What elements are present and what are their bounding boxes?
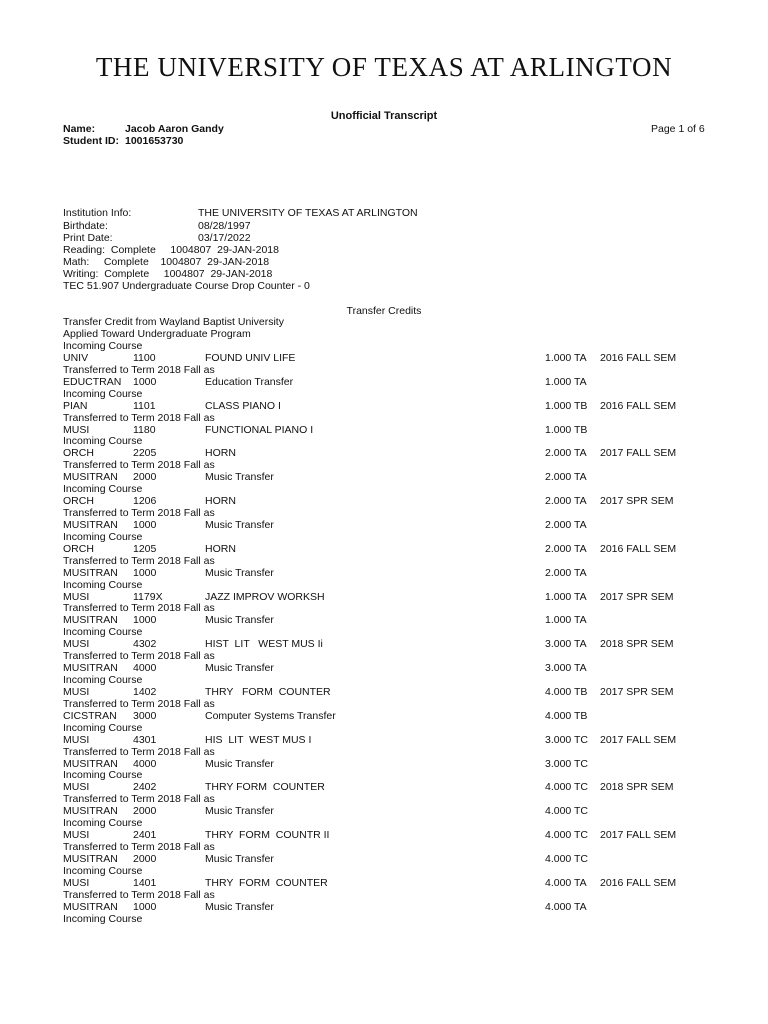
course-credit: 3.000 TC	[545, 733, 588, 746]
course-credit: 2.000 TA	[545, 542, 587, 555]
transfer-note-text: Transferred to Term 2018 Fall as	[63, 888, 215, 901]
course-credit: 4.000 TC	[545, 829, 588, 842]
course-credit: 4.000 TB	[545, 685, 588, 698]
course-number: 1180	[133, 423, 156, 436]
course-number: 2000	[133, 852, 157, 865]
course-row	[63, 805, 723, 817]
transfer-note-text: Incoming Course	[63, 340, 143, 352]
course-title: Music Transfer	[205, 471, 274, 484]
course-subject: MUSITRAN	[63, 805, 118, 818]
course-subject: MUSI	[63, 781, 90, 794]
course-subject: MUSI	[63, 590, 90, 603]
transfer-note-row	[63, 483, 723, 495]
birthdate-label: Birthdate:	[63, 220, 108, 232]
transfer-note-text: Transferred to Term 2018 Fall as	[63, 411, 215, 424]
course-row	[63, 662, 723, 674]
course-title: Computer Systems Transfer	[205, 709, 336, 722]
course-credit: 2.000 TA	[545, 566, 587, 579]
name-label: Name:	[63, 123, 96, 135]
course-row	[63, 614, 723, 626]
course-credit: 3.000 TA	[545, 638, 587, 651]
transfer-note-text: Incoming Course	[63, 435, 143, 448]
course-term: 2017 SPR SEM	[600, 685, 674, 698]
course-subject: ORCH	[63, 495, 94, 508]
course-credit: 1.000 TA	[545, 375, 587, 388]
transfer-note-row	[63, 674, 723, 686]
course-title: HORN	[205, 542, 236, 555]
course-number: 2205	[133, 447, 157, 460]
course-number: 2000	[133, 471, 157, 484]
course-subject: ORCH	[63, 542, 94, 555]
course-number: 1000	[133, 900, 157, 913]
student-id: 1001653730	[125, 135, 184, 147]
course-subject: CICSTRAN	[63, 709, 117, 722]
course-number: 1000	[133, 518, 157, 531]
course-title: HORN	[205, 495, 236, 508]
course-number: 1101	[133, 399, 156, 412]
print-date-value: 03/17/2022	[198, 232, 251, 244]
course-subject: MUSITRAN	[63, 852, 118, 865]
course-row	[63, 376, 723, 388]
course-row	[63, 424, 723, 436]
course-term: 2016 FALL SEM	[600, 399, 677, 412]
course-number: 2402	[133, 781, 157, 794]
course-term: 2018 SPR SEM	[600, 638, 674, 651]
course-row	[63, 710, 723, 722]
document-title: Unofficial Transcript	[330, 110, 438, 122]
course-title: Music Transfer	[205, 566, 274, 579]
transfer-note-row	[63, 435, 723, 447]
course-number: 4301	[133, 733, 157, 746]
course-number: 1000	[133, 566, 157, 579]
course-subject: MUSI	[63, 638, 90, 651]
course-subject: MUSI	[63, 685, 90, 698]
course-row	[63, 447, 723, 459]
course-title: THRY FORM COUNTR II	[205, 829, 330, 842]
transfer-note-text: Transferred to Term 2018 Fall as	[63, 507, 215, 520]
transfer-note-row	[63, 889, 723, 901]
transfer-note-row	[63, 698, 723, 710]
course-row	[63, 352, 723, 364]
course-row	[63, 591, 723, 603]
transfer-note-row	[63, 364, 723, 376]
course-title: Music Transfer	[205, 852, 274, 865]
course-title: THRY FORM COUNTER	[205, 685, 331, 698]
transfer-note-text: Transferred to Term 2018 Fall as	[63, 697, 215, 710]
course-row	[63, 686, 723, 698]
course-row	[63, 471, 723, 483]
course-credit: 2.000 TA	[545, 471, 587, 484]
transfer-note-row	[63, 602, 723, 614]
course-row	[63, 400, 723, 412]
course-credit: 1.000 TB	[545, 399, 588, 412]
transfer-note-text: Incoming Course	[63, 626, 143, 639]
course-subject: MUSITRAN	[63, 614, 118, 627]
university-title: THE UNIVERSITY OF TEXAS AT ARLINGTON	[95, 52, 673, 82]
transfer-note-row	[63, 340, 723, 352]
course-row	[63, 781, 723, 793]
course-row	[63, 853, 723, 865]
course-number: 1205	[133, 542, 157, 555]
course-subject: PIAN	[63, 399, 88, 412]
course-number: 4302	[133, 638, 157, 651]
course-title: THRY FORM COUNTER	[205, 876, 328, 889]
course-number: 4000	[133, 757, 157, 770]
course-row	[63, 829, 723, 841]
course-title: HIS LIT WEST MUS I	[205, 733, 312, 746]
course-row	[63, 901, 723, 913]
course-number: 1100	[133, 351, 156, 364]
course-credit: 3.000 TA	[545, 662, 587, 675]
student-name: Jacob Aaron Gandy	[125, 123, 224, 135]
transfer-note-row	[63, 555, 723, 567]
course-row	[63, 543, 723, 555]
transfer-note-text: Incoming Course	[63, 578, 143, 591]
course-number: 1000	[133, 614, 157, 627]
course-credit: 4.000 TA	[545, 900, 587, 913]
course-credit: 4.000 TC	[545, 781, 588, 794]
course-credit: 4.000 TA	[545, 876, 587, 889]
transfer-note-row	[63, 626, 723, 638]
course-subject: MUSI	[63, 876, 90, 889]
transfer-note-text: Incoming Course	[63, 483, 143, 496]
course-term: 2018 SPR SEM	[600, 781, 674, 794]
course-credit: 1.000 TA	[545, 351, 587, 364]
course-number: 1401	[133, 876, 157, 889]
course-credit: 1.000 TA	[545, 614, 587, 627]
course-number: 1402	[133, 685, 157, 698]
course-title: Music Transfer	[205, 900, 274, 913]
math-status: Math: Complete 1004807 29-JAN-2018	[63, 256, 270, 268]
transfer-note-row	[63, 531, 723, 543]
course-subject: MUSITRAN	[63, 662, 118, 675]
transfer-note-text: Incoming Course	[63, 387, 143, 400]
transfer-note-row	[63, 722, 723, 734]
course-number: 4000	[133, 662, 157, 675]
course-subject: MUSI	[63, 733, 90, 746]
course-title: FOUND UNIV LIFE	[205, 351, 296, 364]
course-subject: MUSITRAN	[63, 471, 118, 484]
course-credit: 4.000 TB	[545, 709, 588, 722]
course-title: Education Transfer	[205, 375, 294, 388]
course-number: 2000	[133, 805, 157, 818]
course-title: THRY FORM COUNTER	[205, 781, 325, 794]
transfer-note-row	[63, 793, 723, 805]
course-subject: MUSI	[63, 829, 90, 842]
transfer-applied: Applied Toward Undergraduate Program	[63, 328, 251, 340]
course-term: 2017 FALL SEM	[600, 829, 677, 842]
course-credit: 1.000 TB	[545, 423, 588, 436]
transfer-note-row	[63, 650, 723, 662]
transfer-note-row	[63, 388, 723, 400]
transfer-note-row	[63, 579, 723, 591]
course-title: HIST LIT WEST MUS Ii	[205, 638, 323, 651]
transfer-source: Transfer Credit from Wayland Baptist University	[63, 316, 284, 328]
institution-label: Institution Info:	[63, 207, 132, 219]
course-credit: 4.000 TC	[545, 852, 588, 865]
course-title: Music Transfer	[205, 518, 274, 531]
transfer-note-row	[63, 817, 723, 829]
course-term: 2016 FALL SEM	[600, 876, 677, 889]
course-term: 2017 FALL SEM	[600, 447, 677, 460]
transfer-note-text: Transferred to Term 2018 Fall as	[63, 602, 215, 615]
course-title: JAZZ IMPROV WORKSH	[205, 590, 325, 603]
course-subject: EDUCTRAN	[63, 375, 122, 388]
course-term: 2017 FALL SEM	[600, 733, 677, 746]
course-row	[63, 638, 723, 650]
page-indicator: Page 1 of 6	[651, 123, 705, 135]
transfer-credits-heading: Transfer Credits	[346, 305, 422, 317]
drop-counter: TEC 51.907 Undergraduate Course Drop Counter - 0	[63, 280, 310, 292]
course-term: 2016 FALL SEM	[600, 351, 677, 364]
transfer-note-text: Transferred to Term 2018 Fall as	[63, 459, 215, 472]
course-credit: 2.000 TA	[545, 495, 587, 508]
course-credit: 2.000 TA	[545, 447, 587, 460]
course-title: Music Transfer	[205, 757, 274, 770]
course-subject: MUSI	[63, 423, 90, 436]
institution-value: THE UNIVERSITY OF TEXAS AT ARLINGTON	[198, 207, 418, 219]
course-subject: MUSITRAN	[63, 757, 118, 770]
transfer-note-text: Incoming Course	[63, 864, 143, 877]
transfer-note-text: Transferred to Term 2018 Fall as	[63, 363, 215, 376]
transfer-note-text: Transferred to Term 2018 Fall as	[63, 793, 215, 806]
transfer-note-text: Incoming Course	[63, 721, 143, 734]
course-subject: MUSITRAN	[63, 518, 118, 531]
course-row	[63, 877, 723, 889]
course-number: 3000	[133, 709, 157, 722]
transfer-note-text: Transferred to Term 2018 Fall as	[63, 554, 215, 567]
course-row	[63, 567, 723, 579]
course-credit: 2.000 TA	[545, 518, 587, 531]
course-title: FUNCTIONAL PIANO I	[205, 423, 314, 436]
course-title: Music Transfer	[205, 662, 274, 675]
transfer-note-row	[63, 746, 723, 758]
course-number: 1206	[133, 495, 157, 508]
transfer-note-row	[63, 841, 723, 853]
course-subject: MUSITRAN	[63, 566, 118, 579]
course-title: Music Transfer	[205, 614, 274, 627]
course-number: 1179X	[133, 590, 163, 603]
course-term: 2017 SPR SEM	[600, 495, 674, 508]
transfer-note-row	[63, 507, 723, 519]
transfer-note-text: Transferred to Term 2018 Fall as	[63, 745, 215, 758]
course-term: 2016 FALL SEM	[600, 542, 677, 555]
course-subject: MUSITRAN	[63, 900, 118, 913]
transfer-note-text: Incoming Course	[63, 674, 143, 687]
course-subject: UNIV	[63, 351, 89, 364]
course-number: 2401	[133, 829, 157, 842]
transfer-note-row	[63, 769, 723, 781]
transfer-note-text: Incoming Course	[63, 817, 143, 830]
transfer-note-row	[63, 412, 723, 424]
transfer-note-row	[63, 865, 723, 877]
reading-status: Reading: Complete 1004807 29-JAN-2018	[63, 244, 279, 256]
course-row	[63, 519, 723, 531]
transfer-note-row	[63, 913, 723, 925]
course-title: Music Transfer	[205, 805, 274, 818]
course-credit: 3.000 TC	[545, 757, 588, 770]
course-row	[63, 734, 723, 746]
transfer-note-text: Transferred to Term 2018 Fall as	[63, 650, 215, 663]
course-row	[63, 758, 723, 770]
student-id-label: Student ID:	[63, 135, 119, 147]
course-title: CLASS PIANO I	[205, 399, 281, 412]
course-subject: ORCH	[63, 447, 94, 460]
course-row	[63, 495, 723, 507]
course-credit: 1.000 TA	[545, 590, 587, 603]
course-term: 2017 SPR SEM	[600, 590, 674, 603]
transfer-note-text: Incoming Course	[63, 769, 143, 782]
print-date-label: Print Date:	[63, 232, 113, 244]
transfer-note-text: Incoming Course	[63, 912, 143, 925]
transfer-note-text: Transferred to Term 2018 Fall as	[63, 841, 215, 854]
transfer-note-text: Incoming Course	[63, 530, 143, 543]
course-title: HORN	[205, 447, 236, 460]
transfer-note-row	[63, 459, 723, 471]
birthdate-value: 08/28/1997	[198, 220, 251, 232]
course-number: 1000	[133, 375, 157, 388]
writing-status: Writing: Complete 1004807 29-JAN-2018	[63, 268, 273, 280]
course-credit: 4.000 TC	[545, 805, 588, 818]
